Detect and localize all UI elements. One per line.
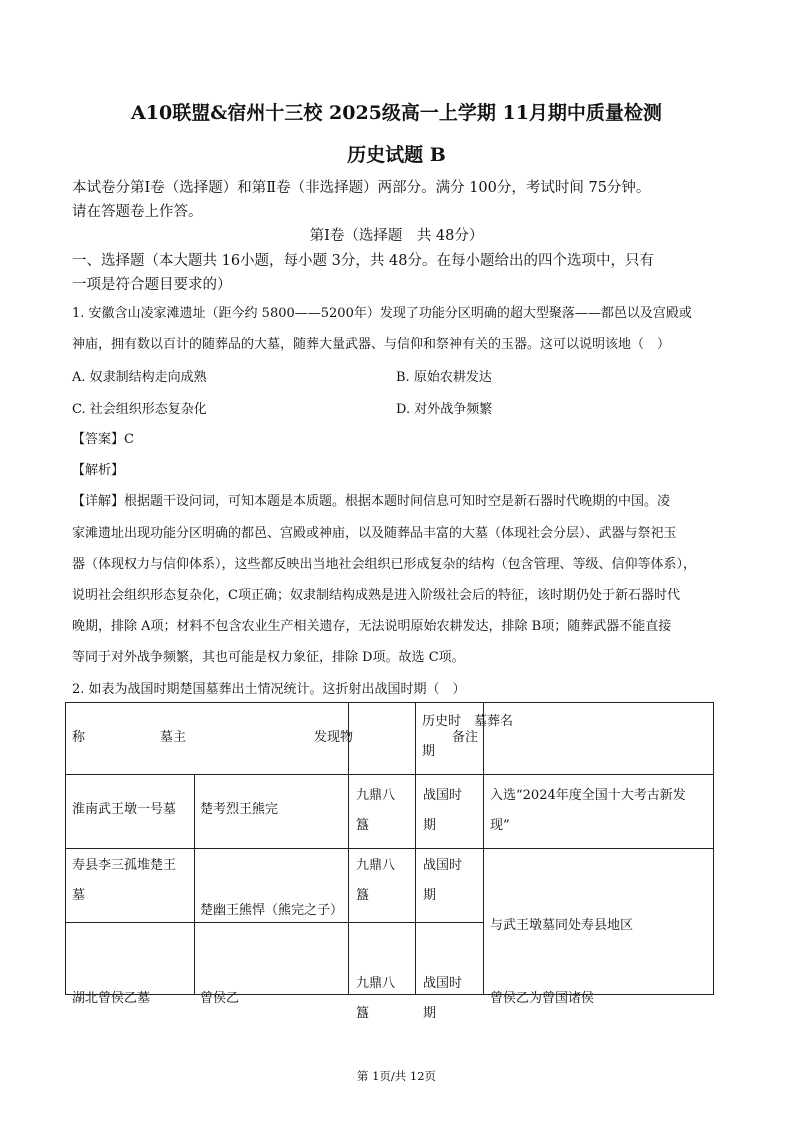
- table-header-cell: 历史时: [422, 714, 462, 729]
- option-d: D. 对外战争频繁: [396, 402, 493, 417]
- table-cell-owner: 楚考烈王熊完: [200, 802, 279, 817]
- table-border: [65, 702, 66, 994]
- table-cell-period: 战国时: [423, 976, 463, 991]
- table-cell-owner: 楚幽王熊悍（熊完之子）: [200, 903, 344, 918]
- table-cell-finds: 簋: [356, 888, 370, 903]
- table-cell-note: 现”: [490, 818, 510, 833]
- table-cell-note: 与武王墩墓同处寿县地区: [490, 918, 634, 933]
- table-cell-name: 湖北曾侯乙墓: [72, 991, 151, 1006]
- detail-line: 【详解】根据题干设问词，可知本题是本质题。根据本题时间信息可知时空是新石器时代晚期的中国。凌: [72, 494, 671, 509]
- table-border: [415, 702, 416, 994]
- table-header-cell: 墓主: [160, 730, 187, 745]
- table-cell-finds: 九鼎八: [356, 858, 396, 873]
- table-cell-period: 战国时: [423, 858, 463, 873]
- detail-line: 器（体现权力与信仰体系），这些都反映出当地社会组织已形成复杂的结构（包含管理、等级、信仰等体系），: [72, 557, 697, 572]
- page-subtitle: 历史试题 B: [347, 144, 446, 166]
- table-header-cell: 备注: [452, 730, 479, 745]
- table-cell-name: 寿县李三孤堆楚王: [72, 858, 177, 873]
- table-cell-finds: 簋: [356, 1006, 370, 1021]
- option-c: C. 社会组织形态复杂化: [72, 402, 207, 417]
- section-instruction: 一、选择题（本大题共 16小题，每小题 3分，共 48分。在每小题给出的四个选项中，只有: [72, 253, 654, 269]
- table-cell-period: 期: [423, 888, 437, 903]
- question-stem: 2. 如表为战国时期楚国墓葬出土情况统计。这折射出战国时期（ ）: [72, 682, 466, 697]
- table-header-cell: 称: [72, 730, 86, 745]
- table-header-cell: 墓葬名: [474, 714, 514, 729]
- table-border: [713, 702, 714, 994]
- table-header-cell: 发现物: [314, 730, 354, 745]
- answer-label: 【答案】C: [72, 432, 134, 447]
- table-cell-finds: 簋: [356, 818, 370, 833]
- table-border: [483, 702, 484, 994]
- table-cell-period: 期: [423, 1006, 437, 1021]
- table-cell-owner: 曾侯乙: [200, 991, 240, 1006]
- table-cell-finds: 九鼎八: [356, 976, 396, 991]
- table-border: [65, 702, 714, 703]
- section-heading: 第Ⅰ卷（选择题 共 48分）: [309, 228, 484, 244]
- table-cell-note: 入选“2024年度全国十大考古新发: [490, 788, 686, 803]
- option-b: B. 原始农耕发达: [396, 370, 492, 385]
- table-cell-name: 淮南武王墩一号墓: [72, 802, 177, 817]
- section-instruction: 一项是符合题目要求的）: [72, 277, 232, 293]
- option-a: A. 奴隶制结构走向成熟: [72, 370, 207, 385]
- detail-line: 晚期，排除 A项；材料不包含农业生产相关遗存，无法说明原始农耕发达，排除 B项；随葬武器不能直接: [72, 619, 672, 634]
- table-cell-note: 曾侯乙为曾国诸侯: [490, 991, 595, 1006]
- detail-line: 家滩遗址出现功能分区明确的都邑、宫殿或神庙，以及随葬品丰富的大墓（体现社会分层）、武器与祭祀玉: [72, 526, 677, 541]
- intro-line: 本试卷分第Ⅰ卷（选择题）和第Ⅱ卷（非选择题）两部分。满分 100分，考试时间 75分钟。: [72, 180, 651, 196]
- detail-line: 等同于对外战争频繁，其也可能是权力象征，排除 D项。故选 C项。: [72, 650, 465, 665]
- analysis-label: 【解析】: [72, 463, 125, 478]
- question-stem: 神庙，拥有数以百计的随葬品的大墓，随葬大量武器、与信仰和祭神有关的玉器。这可以说明该地（ ）: [72, 337, 671, 352]
- table-cell-name: 墓: [72, 888, 86, 903]
- table-border: [65, 848, 714, 849]
- table-cell-finds: 九鼎八: [356, 788, 396, 803]
- detail-line: 说明社会组织形态复杂化，C项正确；奴隶制结构成熟是进入阶级社会后的特征，该时期仍处于新石器时代: [72, 588, 680, 603]
- table-header-cell: 期: [422, 744, 436, 759]
- intro-line: 请在答题卷上作答。: [72, 204, 203, 220]
- question-stem: 1. 安徽含山凌家滩遗址（距今约 5800——5200年）发现了功能分区明确的超大型聚落——都邑以及宫殿或: [72, 306, 692, 321]
- table-cell-period: 战国时: [423, 788, 463, 803]
- table-border: [194, 774, 195, 994]
- page-title: A10联盟&宿州十三校 2025级高一上学期 11月期中质量检测: [131, 102, 662, 124]
- page-number: 第 1页/共 12页: [356, 1069, 437, 1083]
- table-border: [65, 774, 714, 775]
- table-cell-period: 期: [423, 818, 437, 833]
